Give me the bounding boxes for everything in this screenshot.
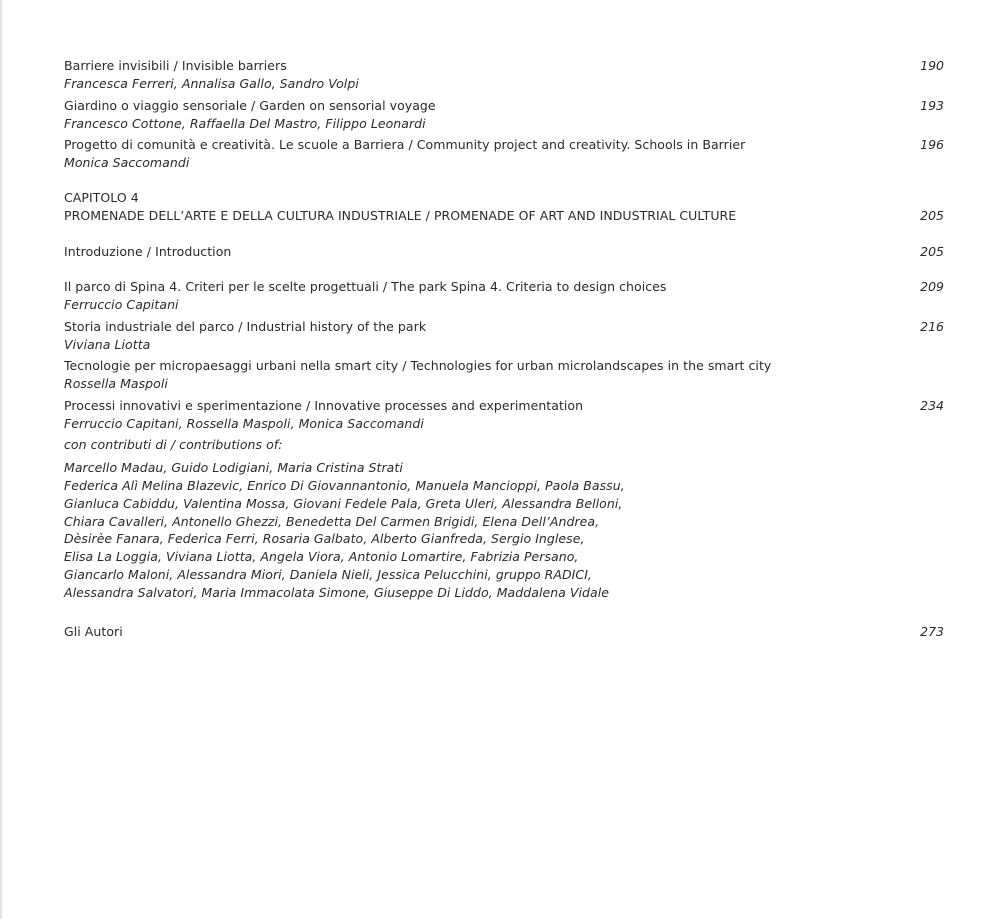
contributor-line: Dèsirèe Fanara, Federica Ferri, Rosaria Galbato, Alberto Gianfreda, Sergio Inglese,	[64, 531, 585, 546]
toc-entry-authors: Francesco Cottone, Raffaella Del Mastro, Filippo Leonardi	[64, 116, 426, 131]
toc-entry-authors: Francesca Ferreri, Annalisa Gallo, Sandro Volpi	[64, 76, 359, 91]
contributions-label: con contributi di / contributions of:	[64, 437, 283, 452]
toc-entry-authors: Monica Saccomandi	[64, 155, 190, 170]
toc-entry-title: Progetto di comunità e creatività. Le scuole a Barriera / Community project and creativity. Schools in Barrier	[64, 137, 746, 152]
contributor-line: Alessandra Salvatori, Maria Immacolata Simone, Giuseppe Di Liddo, Maddalena Vidale	[64, 585, 609, 600]
toc-page-number: 234	[920, 398, 944, 413]
toc-entry-title: Tecnologie per micropaesaggi urbani nella smart city / Technologies for urban microlandscapes in the smart city	[64, 358, 772, 373]
toc-page-number: 209	[920, 279, 944, 294]
toc-entry-title: Il parco di Spina 4. Criteri per le scelte progettuali / The park Spina 4. Criteria to design choices	[64, 279, 667, 294]
toc-page-number: 196	[920, 137, 944, 152]
authors-page-number: 273	[920, 624, 944, 639]
toc-entry-authors: Viviana Liotta	[64, 337, 151, 352]
toc-page-number: 190	[920, 58, 944, 73]
toc-entry-title: Giardino o viaggio sensoriale / Garden on sensorial voyage	[64, 98, 436, 113]
toc-entry-title: Processi innovativi e sperimentazione / Innovative processes and experimentation	[64, 398, 584, 413]
page-edge	[0, 0, 3, 919]
contributor-line: Giancarlo Maloni, Alessandra Miori, Daniela Nieli, Jessica Pelucchini, gruppo RADICI,	[64, 567, 592, 582]
toc-entry-authors: Rossella Maspoli	[64, 376, 168, 391]
contributor-line: Federica Alì Melina Blazevic, Enrico Di Giovannantonio, Manuela Mancioppi, Paola Bassu,	[64, 478, 625, 493]
chapter-page-number: 205	[920, 208, 944, 223]
toc-entry-title: Storia industriale del parco / Industrial history of the park	[64, 319, 427, 334]
intro-title: Introduzione / Introduction	[64, 244, 232, 259]
toc-entry-title: Barriere invisibili / Invisible barriers	[64, 58, 287, 73]
contributor-line: Gianluca Cabiddu, Valentina Mossa, Giovani Fedele Pala, Greta Uleri, Alessandra Belloni,	[64, 496, 623, 511]
toc-entry-authors: Ferruccio Capitani, Rossella Maspoli, Monica Saccomandi	[64, 416, 424, 431]
contributor-line: Marcello Madau, Guido Lodigiani, Maria Cristina Strati	[64, 460, 403, 475]
chapter-title: PROMENADE DELL’ARTE E DELLA CULTURA INDUSTRIALE / PROMENADE OF ART AND INDUSTRIAL CULTURE	[64, 208, 737, 223]
chapter-label: CAPITOLO 4	[64, 190, 139, 205]
contributor-line: Elisa La Loggia, Viviana Liotta, Angela Viora, Antonio Lomartire, Fabrizia Persano,	[64, 549, 579, 564]
intro-page-number: 205	[920, 244, 944, 259]
toc-entry-authors: Ferruccio Capitani	[64, 297, 179, 312]
toc-page-number: 216	[920, 319, 944, 334]
authors-section-title: Gli Autori	[64, 624, 123, 639]
toc-page-number: 193	[920, 98, 944, 113]
contributor-line: Chiara Cavalleri, Antonello Ghezzi, Benedetta Del Carmen Brigidi, Elena Dell’Andrea,	[64, 514, 600, 529]
